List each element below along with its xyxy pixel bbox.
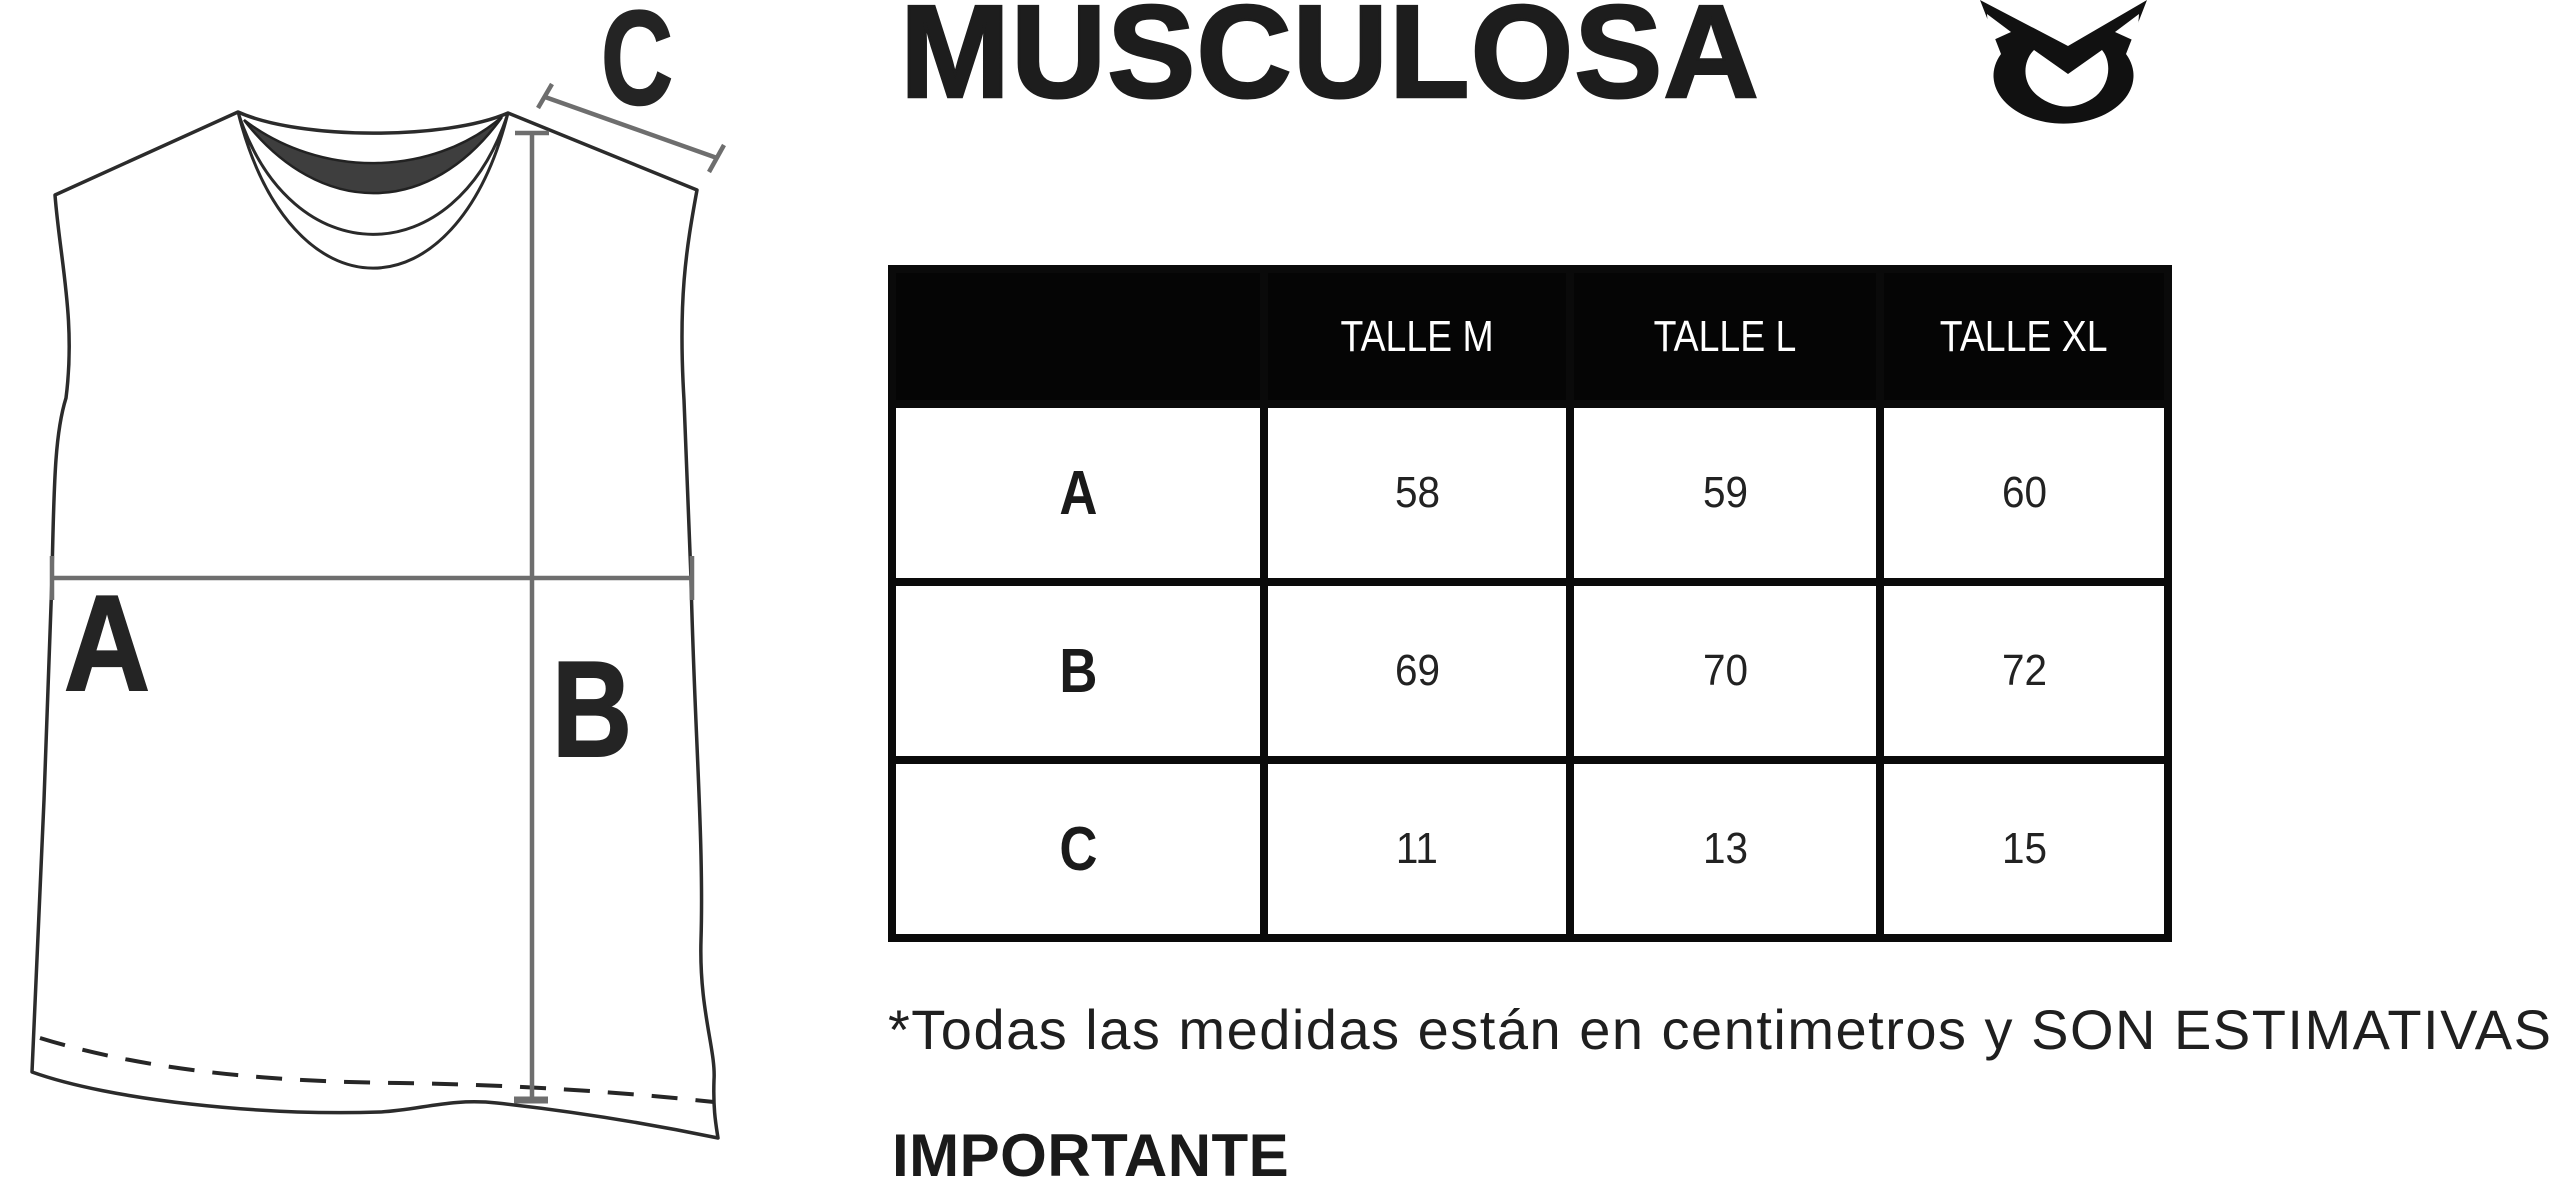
diagram-label-b: B xyxy=(552,633,632,785)
header-cell-talle-l: TALLE L xyxy=(1570,269,1880,404)
page-title: MUSCULOSA xyxy=(900,0,1760,125)
size-table-header-row xyxy=(892,269,2168,404)
row-label-a: A xyxy=(892,404,1264,582)
bull-logo-icon xyxy=(1930,0,2190,140)
header-cell-empty xyxy=(892,269,1264,404)
table-row-a xyxy=(892,404,2168,582)
cell-c-l: 13 xyxy=(1570,760,1880,938)
cell-c-m: 11 xyxy=(1264,760,1570,938)
cell-c-xl: 15 xyxy=(1880,760,2168,938)
cell-a-xl: 60 xyxy=(1880,404,2168,582)
header-cell-talle-m: TALLE M xyxy=(1264,269,1570,404)
diagram-label-c: C xyxy=(601,0,673,133)
table-row-b xyxy=(892,582,2168,760)
important-label: IMPORTANTE xyxy=(892,1122,1290,1181)
tank-top-diagram xyxy=(0,0,760,1181)
header-cell-talle-xl: TALLE XL xyxy=(1880,269,2168,404)
cell-a-m: 58 xyxy=(1264,404,1570,582)
table-row-c xyxy=(892,760,2168,938)
cell-b-l: 70 xyxy=(1570,582,1880,760)
cell-b-xl: 72 xyxy=(1880,582,2168,760)
row-label-c: C xyxy=(892,760,1264,938)
measurements-footnote: *Todas las medidas están en centimetros y SON ESTIMATIVAS xyxy=(888,998,2553,1061)
cell-b-m: 69 xyxy=(1264,582,1570,760)
size-table xyxy=(888,265,2172,942)
row-label-b: B xyxy=(892,582,1264,760)
diagram-label-a: A xyxy=(64,567,150,719)
cell-a-l: 59 xyxy=(1570,404,1880,582)
